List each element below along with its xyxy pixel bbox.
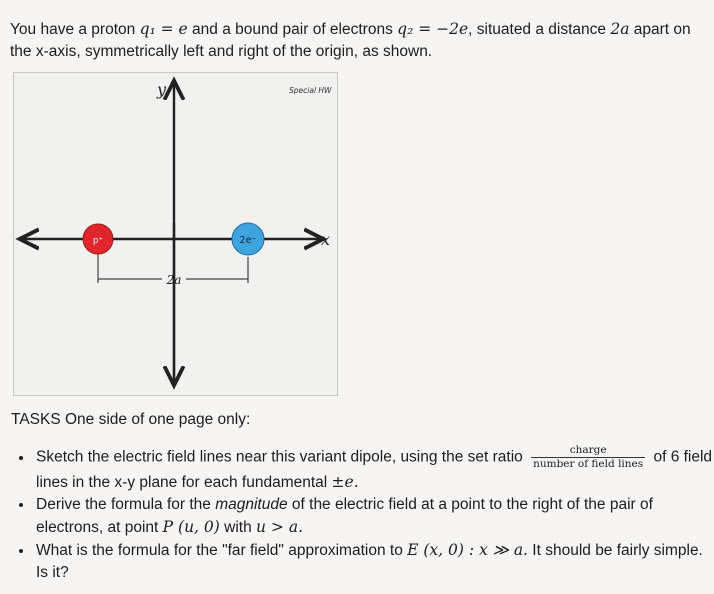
q1-symbol: q₁ (139, 20, 156, 38)
tasks-header: TASKS One side of one page only: (11, 411, 251, 428)
x-axis-label: x (321, 230, 331, 249)
task-item-far-field: • What is the formula for the "far field" approximation to E (x, 0) : x ≫ a. It should be fairly simple. Is it? (34, 539, 714, 584)
proton-label: p⁺ (93, 236, 103, 246)
dipole-figure (13, 72, 338, 396)
distance-symbol: 2a (610, 20, 630, 38)
dipole-diagram (14, 73, 339, 397)
special-hw-note: Special HW (289, 86, 332, 95)
task-item-field-magnitude: • Derive the formula for the magnitude of the electric field at a point to the right of the pair of electrons, at point P (u, 0) with u > a. (34, 494, 714, 539)
y-axis-label: y (157, 80, 167, 99)
dist-label: 2a (166, 273, 182, 287)
ratio-fraction: $\frac{\text{charge}}{\text{number of field lines}}$ (533, 444, 644, 470)
electron-label: 2e⁻ (239, 235, 257, 246)
task-list (10, 444, 714, 584)
intro-paragraph: You have a proton q₁ = e and a bound pair of electrons q₂ = −2e, situated a distance 2a apart on the x-axis, symmetrically left and right of the origin, as shown. (10, 20, 691, 60)
task-item-field-lines: • Sketch the electric field lines near this variant dipole, using the set ratio $\frac{\text{charge}}{\text{number of field lines}}$ of 6 field lines in the x-y plane for each fundamental ±e. (34, 444, 714, 494)
q2-symbol: q₂ (397, 20, 414, 38)
